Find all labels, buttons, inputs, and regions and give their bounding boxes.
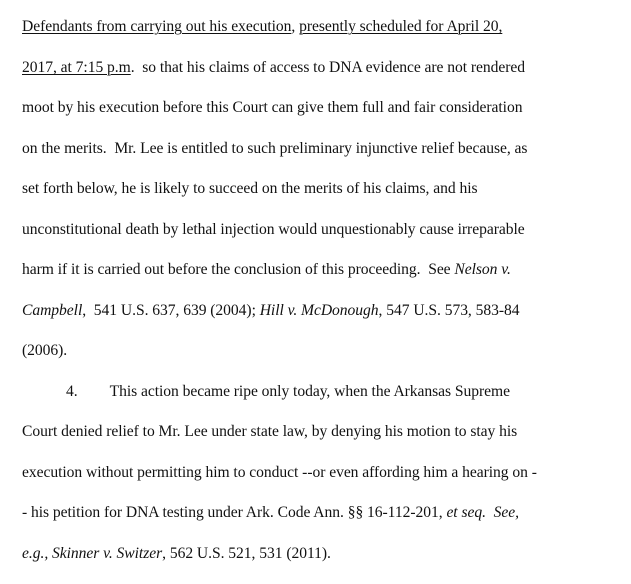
text-segment: presently scheduled for April 20, bbox=[299, 18, 503, 35]
text-line bbox=[22, 140, 527, 158]
text-line bbox=[22, 302, 520, 320]
text-segment: moot by his execution before this Court can give them full and fair consideration bbox=[22, 99, 523, 116]
text-line bbox=[22, 464, 537, 482]
text-segment: execution without permitting him to conduct --or even affording him a hearing on - bbox=[22, 464, 537, 481]
paragraph-number: 4. bbox=[66, 383, 78, 400]
text-segment: e.g., Skinner v. Switzer bbox=[22, 545, 163, 562]
text-line bbox=[66, 383, 510, 401]
text-segment: harm if it is carried out before the conclusion of this proceeding. See bbox=[22, 261, 455, 278]
text-segment: unconstitutional death by lethal injection would unquestionably cause irreparable bbox=[22, 221, 525, 238]
text-segment: , bbox=[291, 18, 300, 35]
text-line bbox=[22, 18, 502, 36]
text-segment: , 541 U.S. 637, 639 (2004); bbox=[82, 302, 260, 319]
text-segment: Defendants from carrying out his execution bbox=[22, 18, 292, 35]
text-line bbox=[22, 59, 525, 77]
text-line bbox=[22, 342, 67, 360]
text-line bbox=[22, 423, 517, 441]
text-line bbox=[22, 545, 331, 563]
text-segment: set forth below, he is likely to succeed on the merits of his claims, and his bbox=[22, 180, 478, 197]
text-segment: 2017, at 7:15 p.m bbox=[22, 59, 131, 76]
text-segment: Court denied relief to Mr. Lee under state law, by denying his motion to stay his bbox=[22, 423, 518, 440]
text-segment: , 562 U.S. 521, 531 (2011). bbox=[162, 545, 331, 562]
text-segment: . so that his claims of access to DNA evidence are not rendered bbox=[130, 59, 526, 76]
text-line bbox=[22, 221, 525, 239]
text-segment: - his petition for DNA testing under Ark. Code Ann. §§ 16-112-201, bbox=[22, 504, 447, 521]
text-line bbox=[22, 261, 511, 279]
text-line bbox=[22, 504, 519, 522]
text-line bbox=[22, 99, 522, 117]
text-segment: Nelson v. bbox=[454, 261, 511, 278]
text-segment: This action became ripe only today, when the Arkansas Supreme bbox=[109, 383, 511, 400]
text-segment: Campbell bbox=[22, 302, 83, 319]
text-segment: on the merits. Mr. Lee is entitled to such preliminary injunctive relief because, as bbox=[22, 140, 528, 157]
text-segment: , 547 U.S. 573, 583-84 bbox=[378, 302, 520, 319]
text-segment: et seq. See, bbox=[446, 504, 519, 521]
text-segment: (2006). bbox=[22, 342, 68, 359]
text-line bbox=[22, 180, 478, 198]
text-segment: Hill v. McDonough bbox=[259, 302, 379, 319]
